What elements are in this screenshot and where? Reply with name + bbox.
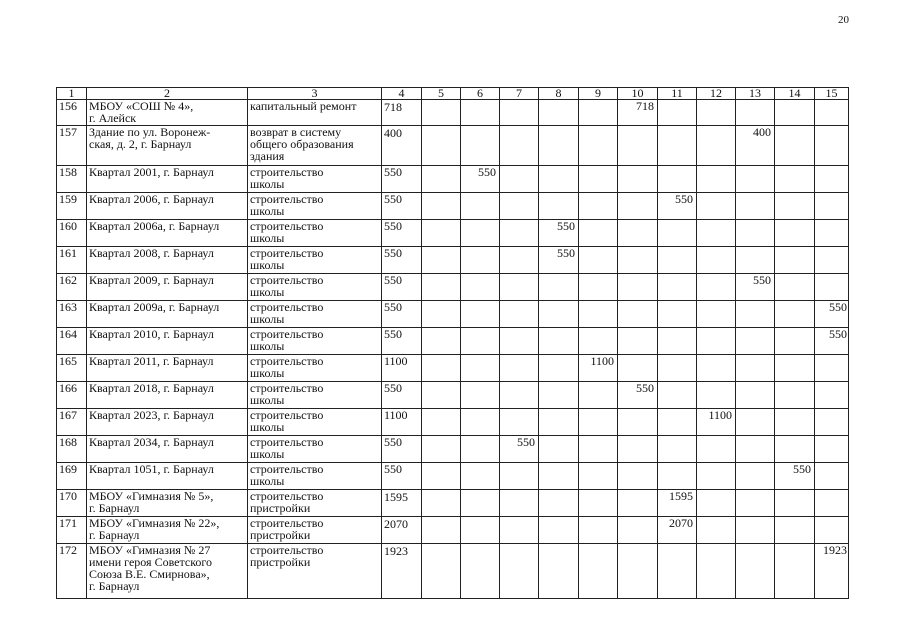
empty-cell — [815, 247, 849, 274]
empty-cell — [815, 220, 849, 247]
empty-cell — [422, 517, 461, 544]
table-row — [57, 382, 849, 409]
empty-cell — [461, 274, 500, 301]
empty-cell — [697, 126, 736, 166]
total-value: 550 — [382, 247, 422, 274]
empty-cell — [658, 436, 697, 463]
empty-cell — [579, 490, 618, 517]
empty-cell — [815, 490, 849, 517]
work-type: строительство пристройки — [248, 517, 382, 544]
header-cell: 12 — [697, 88, 736, 100]
header-cell: 9 — [579, 88, 618, 100]
empty-cell — [500, 544, 539, 599]
empty-cell — [422, 544, 461, 599]
empty-cell — [579, 436, 618, 463]
total-value: 1923 — [382, 544, 422, 599]
total-value: 1100 — [382, 355, 422, 382]
total-value: 550 — [382, 382, 422, 409]
empty-cell — [500, 166, 539, 193]
header-cell: 10 — [618, 88, 658, 100]
empty-cell — [815, 193, 849, 220]
empty-cell — [461, 328, 500, 355]
work-type: строительство школы — [248, 436, 382, 463]
year-value: 550 — [539, 220, 579, 247]
empty-cell — [736, 247, 775, 274]
table-row — [57, 463, 849, 490]
empty-cell — [422, 409, 461, 436]
empty-cell — [500, 126, 539, 166]
work-type: строительство школы — [248, 355, 382, 382]
empty-cell — [579, 274, 618, 301]
year-value: 718 — [618, 100, 658, 126]
empty-cell — [422, 247, 461, 274]
empty-cell — [697, 382, 736, 409]
year-value: 550 — [658, 193, 697, 220]
empty-cell — [461, 409, 500, 436]
empty-cell — [579, 100, 618, 126]
table-row — [57, 409, 849, 436]
empty-cell — [500, 301, 539, 328]
row-number: 161 — [57, 247, 87, 274]
work-type: строительство школы — [248, 409, 382, 436]
empty-cell — [539, 100, 579, 126]
empty-cell — [422, 166, 461, 193]
empty-cell — [500, 193, 539, 220]
empty-cell — [500, 463, 539, 490]
object-name: Квартал 2034, г. Барнаул — [87, 436, 248, 463]
header-cell: 14 — [775, 88, 815, 100]
empty-cell — [775, 220, 815, 247]
year-value: 2070 — [658, 517, 697, 544]
empty-cell — [736, 517, 775, 544]
object-name: Квартал 2009а, г. Барнаул — [87, 301, 248, 328]
table-row — [57, 328, 849, 355]
empty-cell — [697, 355, 736, 382]
empty-cell — [775, 355, 815, 382]
total-value: 550 — [382, 220, 422, 247]
work-type: строительство пристройки — [248, 490, 382, 517]
empty-cell — [579, 409, 618, 436]
empty-cell — [422, 193, 461, 220]
empty-cell — [775, 409, 815, 436]
row-number: 165 — [57, 355, 87, 382]
row-number: 162 — [57, 274, 87, 301]
work-type: строительство пристройки — [248, 544, 382, 599]
object-name: Квартал 2010, г. Барнаул — [87, 328, 248, 355]
row-number: 159 — [57, 193, 87, 220]
empty-cell — [579, 463, 618, 490]
empty-cell — [461, 301, 500, 328]
empty-cell — [775, 517, 815, 544]
empty-cell — [697, 247, 736, 274]
header-cell: 13 — [736, 88, 775, 100]
object-name: Квартал 2006, г. Барнаул — [87, 193, 248, 220]
empty-cell — [539, 436, 579, 463]
empty-cell — [697, 193, 736, 220]
empty-cell — [658, 463, 697, 490]
empty-cell — [775, 100, 815, 126]
row-number: 164 — [57, 328, 87, 355]
empty-cell — [736, 100, 775, 126]
empty-cell — [697, 328, 736, 355]
header-cell: 2 — [87, 88, 248, 100]
work-type: строительство школы — [248, 382, 382, 409]
empty-cell — [815, 166, 849, 193]
empty-cell — [815, 436, 849, 463]
table-row — [57, 544, 849, 599]
header-cell: 8 — [539, 88, 579, 100]
year-value: 550 — [461, 166, 500, 193]
empty-cell — [539, 274, 579, 301]
empty-cell — [697, 220, 736, 247]
page-number: 20 — [838, 14, 849, 26]
object-name: МБОУ «СОШ № 4», г. Алейск — [87, 100, 248, 126]
empty-cell — [736, 463, 775, 490]
empty-cell — [815, 274, 849, 301]
empty-cell — [579, 544, 618, 599]
object-name: Квартал 2006а, г. Барнаул — [87, 220, 248, 247]
empty-cell — [500, 220, 539, 247]
work-type: строительство школы — [248, 301, 382, 328]
year-value: 550 — [539, 247, 579, 274]
row-number: 172 — [57, 544, 87, 599]
empty-cell — [422, 274, 461, 301]
empty-cell — [422, 355, 461, 382]
empty-cell — [658, 355, 697, 382]
empty-cell — [539, 301, 579, 328]
empty-cell — [461, 436, 500, 463]
empty-cell — [500, 274, 539, 301]
year-value: 550 — [736, 274, 775, 301]
empty-cell — [736, 301, 775, 328]
empty-cell — [422, 382, 461, 409]
empty-cell — [815, 126, 849, 166]
empty-cell — [539, 166, 579, 193]
table-row — [57, 126, 849, 166]
empty-cell — [736, 220, 775, 247]
empty-cell — [579, 166, 618, 193]
data-table — [56, 87, 849, 599]
empty-cell — [539, 409, 579, 436]
header-cell: 4 — [382, 88, 422, 100]
empty-cell — [422, 490, 461, 517]
empty-cell — [539, 463, 579, 490]
object-name: Квартал 2008, г. Барнаул — [87, 247, 248, 274]
empty-cell — [775, 193, 815, 220]
empty-cell — [775, 328, 815, 355]
table-row — [57, 220, 849, 247]
object-name: МБОУ «Гимназия № 22», г. Барнаул — [87, 517, 248, 544]
empty-cell — [579, 328, 618, 355]
empty-cell — [736, 409, 775, 436]
empty-cell — [461, 247, 500, 274]
year-value: 400 — [736, 126, 775, 166]
table-row — [57, 301, 849, 328]
empty-cell — [461, 220, 500, 247]
empty-cell — [775, 436, 815, 463]
work-type: возврат в систему общего образования здания — [248, 126, 382, 166]
empty-cell — [461, 355, 500, 382]
year-value: 550 — [775, 463, 815, 490]
work-type: строительство школы — [248, 463, 382, 490]
table-row — [57, 193, 849, 220]
row-number: 167 — [57, 409, 87, 436]
empty-cell — [618, 193, 658, 220]
empty-cell — [697, 490, 736, 517]
empty-cell — [422, 126, 461, 166]
total-value: 1100 — [382, 409, 422, 436]
empty-cell — [775, 126, 815, 166]
total-value: 550 — [382, 436, 422, 463]
empty-cell — [579, 220, 618, 247]
empty-cell — [618, 490, 658, 517]
total-value: 550 — [382, 301, 422, 328]
empty-cell — [815, 382, 849, 409]
empty-cell — [618, 274, 658, 301]
empty-cell — [461, 544, 500, 599]
header-cell: 6 — [461, 88, 500, 100]
empty-cell — [736, 436, 775, 463]
work-type: строительство школы — [248, 328, 382, 355]
empty-cell — [658, 247, 697, 274]
empty-cell — [500, 490, 539, 517]
empty-cell — [579, 247, 618, 274]
empty-cell — [579, 382, 618, 409]
header-cell: 11 — [658, 88, 697, 100]
empty-cell — [579, 126, 618, 166]
table-row — [57, 247, 849, 274]
header-cell: 5 — [422, 88, 461, 100]
empty-cell — [618, 463, 658, 490]
object-name: МБОУ «Гимназия № 27 имени героя Советского Союза В.Е. Смирнова», г. Барнаул — [87, 544, 248, 599]
year-value: 550 — [618, 382, 658, 409]
empty-cell — [658, 301, 697, 328]
empty-cell — [422, 436, 461, 463]
empty-cell — [697, 436, 736, 463]
empty-cell — [815, 409, 849, 436]
empty-cell — [539, 126, 579, 166]
total-value: 550 — [382, 193, 422, 220]
empty-cell — [618, 328, 658, 355]
empty-cell — [697, 301, 736, 328]
table-row — [57, 490, 849, 517]
empty-cell — [815, 463, 849, 490]
header-cell: 1 — [57, 88, 87, 100]
row-number: 163 — [57, 301, 87, 328]
empty-cell — [500, 355, 539, 382]
empty-cell — [422, 328, 461, 355]
row-number: 157 — [57, 126, 87, 166]
empty-cell — [618, 166, 658, 193]
empty-cell — [815, 100, 849, 126]
empty-cell — [461, 126, 500, 166]
empty-cell — [422, 301, 461, 328]
empty-cell — [539, 517, 579, 544]
header-cell: 15 — [815, 88, 849, 100]
empty-cell — [579, 301, 618, 328]
empty-cell — [736, 382, 775, 409]
empty-cell — [539, 544, 579, 599]
work-type: строительство школы — [248, 247, 382, 274]
object-name: Квартал 2023, г. Барнаул — [87, 409, 248, 436]
empty-cell — [618, 126, 658, 166]
empty-cell — [500, 100, 539, 126]
empty-cell — [422, 463, 461, 490]
row-number: 168 — [57, 436, 87, 463]
empty-cell — [736, 355, 775, 382]
empty-cell — [658, 544, 697, 599]
empty-cell — [539, 328, 579, 355]
work-type: строительство школы — [248, 166, 382, 193]
total-value: 2070 — [382, 517, 422, 544]
empty-cell — [422, 100, 461, 126]
object-name: Квартал 1051, г. Барнаул — [87, 463, 248, 490]
empty-cell — [697, 463, 736, 490]
table-row — [57, 100, 849, 126]
total-value: 718 — [382, 100, 422, 126]
total-value: 550 — [382, 463, 422, 490]
empty-cell — [775, 247, 815, 274]
work-type: капитальный ремонт — [248, 100, 382, 126]
table-row — [57, 355, 849, 382]
empty-cell — [775, 301, 815, 328]
row-number: 170 — [57, 490, 87, 517]
empty-cell — [775, 166, 815, 193]
empty-cell — [618, 436, 658, 463]
header-cell: 7 — [500, 88, 539, 100]
table-row — [57, 436, 849, 463]
empty-cell — [500, 409, 539, 436]
empty-cell — [500, 328, 539, 355]
empty-cell — [736, 328, 775, 355]
empty-cell — [461, 382, 500, 409]
row-number: 156 — [57, 100, 87, 126]
empty-cell — [736, 544, 775, 599]
total-value: 1595 — [382, 490, 422, 517]
empty-cell — [697, 166, 736, 193]
empty-cell — [775, 382, 815, 409]
empty-cell — [618, 220, 658, 247]
empty-cell — [539, 193, 579, 220]
empty-cell — [658, 220, 697, 247]
total-value: 550 — [382, 328, 422, 355]
empty-cell — [736, 193, 775, 220]
total-value: 550 — [382, 274, 422, 301]
empty-cell — [658, 274, 697, 301]
empty-cell — [618, 517, 658, 544]
empty-cell — [500, 247, 539, 274]
empty-cell — [422, 220, 461, 247]
header-row — [57, 88, 849, 100]
empty-cell — [658, 328, 697, 355]
empty-cell — [461, 490, 500, 517]
empty-cell — [461, 193, 500, 220]
empty-cell — [579, 517, 618, 544]
object-name: МБОУ «Гимназия № 5», г. Барнаул — [87, 490, 248, 517]
empty-cell — [697, 544, 736, 599]
empty-cell — [618, 544, 658, 599]
empty-cell — [618, 301, 658, 328]
empty-cell — [815, 355, 849, 382]
table-row — [57, 274, 849, 301]
empty-cell — [736, 490, 775, 517]
row-number: 158 — [57, 166, 87, 193]
year-value: 1595 — [658, 490, 697, 517]
row-number: 166 — [57, 382, 87, 409]
empty-cell — [658, 409, 697, 436]
work-type: строительство школы — [248, 193, 382, 220]
object-name: Квартал 2018, г. Барнаул — [87, 382, 248, 409]
empty-cell — [775, 544, 815, 599]
year-value: 550 — [500, 436, 539, 463]
empty-cell — [539, 490, 579, 517]
row-number: 169 — [57, 463, 87, 490]
year-value: 1100 — [579, 355, 618, 382]
empty-cell — [697, 274, 736, 301]
table-row — [57, 517, 849, 544]
year-value: 550 — [815, 301, 849, 328]
empty-cell — [815, 517, 849, 544]
total-value: 400 — [382, 126, 422, 166]
empty-cell — [775, 490, 815, 517]
object-name: Квартал 2001, г. Барнаул — [87, 166, 248, 193]
object-name: Квартал 2011, г. Барнаул — [87, 355, 248, 382]
row-number: 171 — [57, 517, 87, 544]
empty-cell — [618, 355, 658, 382]
year-value: 550 — [815, 328, 849, 355]
empty-cell — [775, 274, 815, 301]
empty-cell — [539, 382, 579, 409]
object-name: Квартал 2009, г. Барнаул — [87, 274, 248, 301]
empty-cell — [658, 382, 697, 409]
empty-cell — [461, 463, 500, 490]
empty-cell — [658, 126, 697, 166]
header-cell: 3 — [248, 88, 382, 100]
empty-cell — [500, 382, 539, 409]
table-row — [57, 166, 849, 193]
empty-cell — [461, 100, 500, 126]
row-number: 160 — [57, 220, 87, 247]
empty-cell — [618, 409, 658, 436]
empty-cell — [579, 193, 618, 220]
table-body — [57, 100, 849, 599]
work-type: строительство школы — [248, 274, 382, 301]
empty-cell — [697, 100, 736, 126]
year-value: 1923 — [815, 544, 849, 599]
total-value: 550 — [382, 166, 422, 193]
empty-cell — [500, 517, 539, 544]
empty-cell — [461, 517, 500, 544]
empty-cell — [697, 517, 736, 544]
empty-cell — [539, 355, 579, 382]
empty-cell — [736, 166, 775, 193]
empty-cell — [618, 247, 658, 274]
object-name: Здание по ул. Воронеж- ская, д. 2, г. Барнаул — [87, 126, 248, 166]
empty-cell — [658, 100, 697, 126]
year-value: 1100 — [697, 409, 736, 436]
empty-cell — [658, 166, 697, 193]
work-type: строительство школы — [248, 220, 382, 247]
